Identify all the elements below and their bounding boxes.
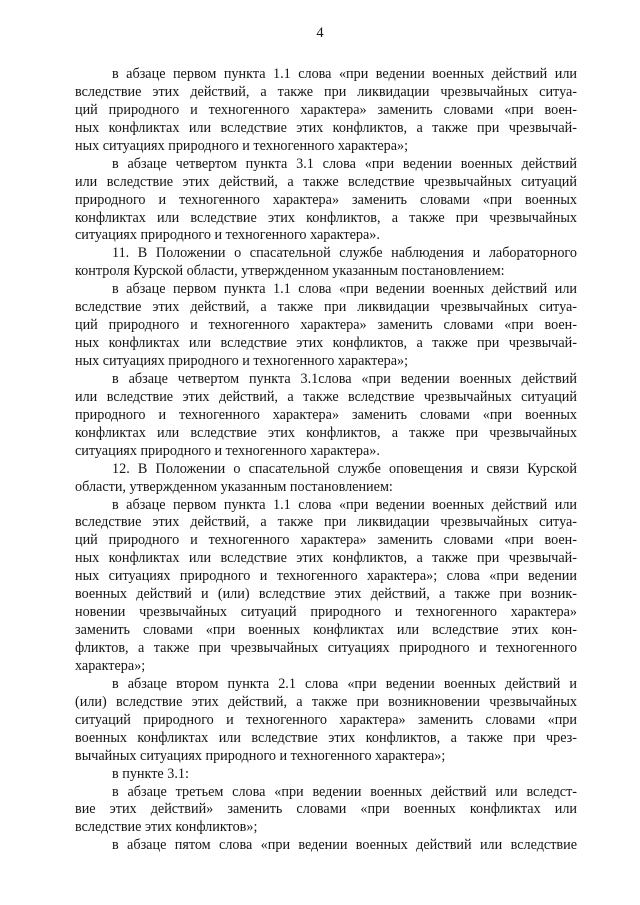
paragraph — [75, 676, 577, 766]
text-line: ных конфликтах или вследствие этих конфликтов, а также при чрезвычай- — [75, 119, 577, 136]
text-line: ций природного и техногенного характера» заменить словами «при воен- — [75, 532, 577, 549]
paragraph — [75, 245, 577, 281]
text-line: в абзаце четвертом пункта 3.1 слова «при ведении военных действий — [112, 155, 577, 172]
document-body — [75, 66, 577, 855]
text-line: в абзаце первом пункта 1.1 слова «при ведении военных действий или — [112, 66, 577, 82]
text-line: в абзаце первом пункта 1.1 слова «при ведении военных действий или — [112, 496, 577, 513]
text-line: контроля Курской области, утвержденном указанным постановлением: — [75, 263, 505, 280]
text-line: ситуациях природного и техногенного характера». — [75, 442, 380, 459]
text-line: или вследствие этих действий, а также вследствие чрезвычайных ситуаций — [75, 173, 577, 190]
text-line: или вследствие этих действий, а также вследствие чрезвычайных ситуаций — [75, 388, 577, 405]
paragraph — [75, 784, 577, 838]
paragraph — [75, 371, 577, 461]
text-line: вследствие этих действий, а также при ликвидации чрезвычайных ситуа- — [75, 299, 577, 316]
text-line: ситуаций природного и техногенного характера» заменить словами «при — [75, 711, 577, 728]
text-line: конфликтах или вследствие этих конфликтов, а также при чрезвычайных — [75, 209, 577, 226]
text-line: 11. В Положении о спасательной службе наблюдения и лабораторного — [112, 245, 577, 262]
text-line: ситуациях природного и техногенного характера». — [75, 227, 380, 244]
text-line: 12. В Положении о спасательной службе оповещения и связи Курской — [112, 460, 577, 477]
text-line: природного и техногенного характера» заменить словами «при военных — [75, 191, 577, 208]
paragraph — [75, 156, 577, 246]
text-line: вычайных ситуациях природного и техногенного характера»; — [75, 747, 446, 764]
paragraph — [75, 461, 577, 497]
text-line: новении чрезвычайных ситуаций природного и техногенного характера» — [75, 604, 577, 621]
text-line: ных ситуациях природного и техногенного характера»; — [75, 353, 409, 369]
text-line: вследствие этих конфликтов»; — [75, 819, 258, 836]
text-line: ных конфликтах или вследствие этих конфликтов, а также при чрезвычай- — [75, 550, 577, 567]
text-line: ных конфликтах или вследствие этих конфликтов, а также при чрезвычай- — [75, 335, 577, 352]
text-line: ций природного и техногенного характера» заменить словами «при воен- — [75, 101, 577, 118]
paragraph — [75, 766, 577, 784]
text-line: в абзаце пятом слова «при ведении военных действий или вследствие — [112, 837, 577, 854]
text-line: вие этих действий» заменить словами «при военных конфликтах или — [75, 801, 577, 818]
text-line: военных конфликтах или вследствие этих конфликтов, а также при чрез- — [75, 729, 577, 746]
text-line: в абзаце втором пункта 2.1 слова «при ведении военных действий и — [112, 675, 577, 692]
text-line: природного и техногенного характера» заменить словами «при военных — [75, 406, 577, 423]
text-line: вследствие этих действий, а также при ликвидации чрезвычайных ситуа- — [75, 514, 577, 531]
text-line: вследствие этих действий, а также при ликвидации чрезвычайных ситуа- — [75, 83, 577, 100]
text-line: в абзаце четвертом пункта 3.1слова «при ведении военных действий — [112, 370, 577, 387]
text-line: в абзаце третьем слова «при ведении военных действий или вследст- — [112, 783, 577, 800]
paragraph — [75, 281, 577, 371]
paragraph — [75, 66, 577, 156]
paragraph — [75, 837, 577, 855]
text-line: в пункте 3.1: — [112, 765, 189, 782]
text-line: ных ситуациях природного и техногенного характера»; — [75, 137, 409, 154]
paragraph — [75, 497, 577, 676]
text-line: военных действий и (или) вследствие этих действий, а также при возник- — [75, 586, 577, 603]
text-line: ций природного и техногенного характера» заменить словами «при воен- — [75, 317, 577, 334]
text-line: характера»; — [75, 657, 146, 674]
text-line: ных ситуациях природного и техногенного характера»; слова «при ведении — [75, 568, 577, 585]
text-line: области, утвержденном указанным постановлением: — [75, 478, 393, 495]
text-line: (или) вследствие этих действий, а также при возникновении чрезвычайных — [75, 693, 577, 710]
text-line: конфликтах или вследствие этих конфликтов, а также при чрезвычайных — [75, 424, 577, 441]
text-line: в абзаце первом пункта 1.1 слова «при ведении военных действий или — [112, 281, 577, 298]
text-line: фликтов, а также при чрезвычайных ситуациях природного и техногенного — [75, 640, 577, 656]
page-number: 4 — [316, 25, 324, 41]
text-line: заменить словами «при военных конфликтах или вследствие этих кон- — [75, 622, 577, 639]
